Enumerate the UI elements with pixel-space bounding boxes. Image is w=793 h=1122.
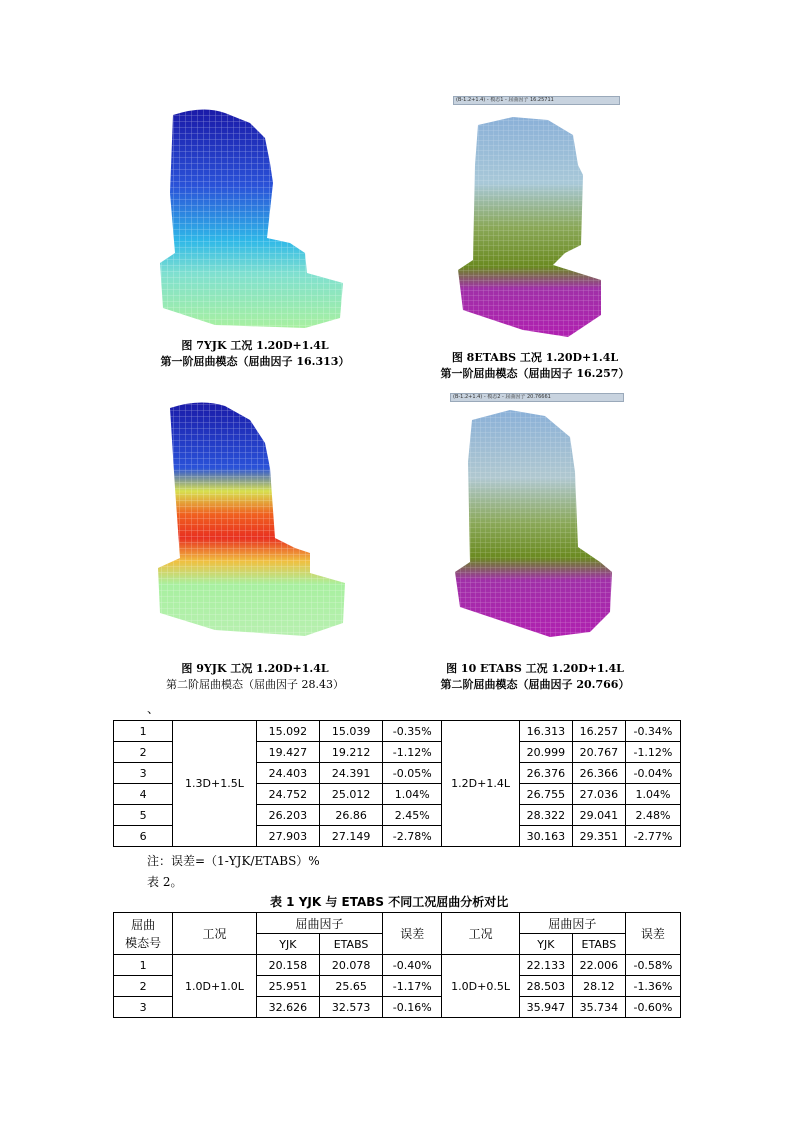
etabs-cell: 29.041 (572, 805, 625, 826)
table-note: 注：误差=（1-YJK/ETABS）% (147, 854, 320, 868)
condition-cell: 1.0D+0.5L (442, 955, 520, 1018)
yjk-cell: 32.626 (256, 997, 319, 1018)
etabs-cell: 16.257 (572, 721, 625, 742)
stray-mark: 、 (147, 702, 160, 716)
figure-10-caption (420, 660, 650, 692)
yjk-header: YJK (256, 934, 319, 955)
factor-header: 屈曲因子 (519, 913, 625, 934)
condition-header: 工况 (442, 913, 520, 955)
mode-cell: 4 (114, 784, 173, 805)
mode-cell: 2 (114, 742, 173, 763)
factor-header: 屈曲因子 (256, 913, 382, 934)
yjk-cell: 24.752 (256, 784, 319, 805)
figure-7-subcaption: 第一阶屈曲模态（屈曲因子 16.313） (160, 355, 350, 368)
error-cell: -1.12% (383, 742, 442, 763)
mode-cell: 2 (114, 976, 173, 997)
figure-8-caption (420, 349, 650, 381)
mode-cell: 1 (114, 955, 173, 976)
etabs-cell: 20.767 (572, 742, 625, 763)
yjk-cell: 20.158 (256, 955, 319, 976)
yjk-cell: 16.313 (519, 721, 572, 742)
error-cell: 2.45% (383, 805, 442, 826)
etabs-header: ETABS (319, 934, 382, 955)
yjk-cell: 19.427 (256, 742, 319, 763)
etabs-cell: 19.212 (319, 742, 382, 763)
error-cell: -0.35% (383, 721, 442, 742)
condition-cell: 1.0D+1.0L (173, 955, 257, 1018)
error-cell: -0.16% (383, 997, 442, 1018)
error-cell: -0.40% (383, 955, 442, 976)
error-cell: -0.58% (625, 955, 680, 976)
etabs-cell: 20.078 (319, 955, 382, 976)
yjk-cell: 27.903 (256, 826, 319, 847)
error-cell: -1.12% (625, 742, 680, 763)
error-header: 误差 (383, 913, 442, 955)
buckling-table-b (113, 912, 681, 1018)
yjk-header: YJK (519, 934, 572, 955)
table-row (114, 955, 681, 976)
figure-10-title-bar: (B-1.2+1.4) - 模态2 - 屈曲因子 20.76661 (450, 393, 624, 402)
mode-header-line2: 模态号 (125, 935, 162, 950)
buckling-table-a (113, 720, 681, 847)
error-header: 误差 (625, 913, 680, 955)
error-cell: -1.17% (383, 976, 442, 997)
mode-cell: 6 (114, 826, 173, 847)
yjk-cell: 25.951 (256, 976, 319, 997)
figure-8-etabs-mode1-image (453, 105, 618, 340)
figure-8-title-bar: (B-1.2+1.4) - 模态1 - 屈曲因子 16.25711 (453, 96, 620, 105)
error-cell: -1.36% (625, 976, 680, 997)
error-cell: 1.04% (383, 784, 442, 805)
error-cell: -0.60% (625, 997, 680, 1018)
etabs-cell: 24.391 (319, 763, 382, 784)
etabs-cell: 29.351 (572, 826, 625, 847)
error-cell: -2.78% (383, 826, 442, 847)
figure-10-etabs-mode2-image (450, 402, 620, 642)
etabs-cell: 25.012 (319, 784, 382, 805)
yjk-cell: 22.133 (519, 955, 572, 976)
figure-8-label: 图 8ETABS 工况 1.20D+1.4L (451, 351, 619, 364)
table-row (114, 721, 681, 742)
mode-cell: 1 (114, 721, 173, 742)
yjk-cell: 28.322 (519, 805, 572, 826)
yjk-cell: 35.947 (519, 997, 572, 1018)
figure-7-caption (140, 337, 370, 369)
figure-9-label: 图 9YJK 工况 1.20D+1.4L (181, 662, 329, 675)
etabs-cell: 15.039 (319, 721, 382, 742)
etabs-cell: 32.573 (319, 997, 382, 1018)
error-cell: 2.48% (625, 805, 680, 826)
condition-cell: 1.2D+1.4L (442, 721, 520, 847)
etabs-cell: 25.65 (319, 976, 382, 997)
yjk-cell: 26.203 (256, 805, 319, 826)
etabs-cell: 26.86 (319, 805, 382, 826)
etabs-cell: 27.036 (572, 784, 625, 805)
mode-header-line1: 屈曲 (131, 917, 156, 932)
error-cell: -0.34% (625, 721, 680, 742)
mode-cell: 5 (114, 805, 173, 826)
etabs-cell: 26.366 (572, 763, 625, 784)
figure-9-caption (140, 660, 370, 692)
yjk-cell: 15.092 (256, 721, 319, 742)
condition-header: 工况 (173, 913, 257, 955)
mode-cell: 3 (114, 997, 173, 1018)
etabs-cell: 22.006 (572, 955, 625, 976)
table-b-title: 表 1 YJK 与 ETABS 不同工况屈曲分析对比 (270, 895, 509, 909)
figure-10-subcaption: 第二阶屈曲模态（屈曲因子 20.766） (440, 678, 630, 691)
error-cell: -0.04% (625, 763, 680, 784)
condition-cell: 1.3D+1.5L (173, 721, 257, 847)
table-reference: 表 2。 (147, 875, 183, 889)
etabs-cell: 28.12 (572, 976, 625, 997)
figure-9-subcaption: 第二阶屈曲模态（屈曲因子 28.43） (166, 678, 344, 691)
yjk-cell: 26.755 (519, 784, 572, 805)
yjk-cell: 30.163 (519, 826, 572, 847)
yjk-cell: 24.403 (256, 763, 319, 784)
mode-cell: 3 (114, 763, 173, 784)
figure-8-subcaption: 第一阶屈曲模态（屈曲因子 16.257） (440, 367, 630, 380)
table-header-row (114, 913, 681, 934)
error-cell: 1.04% (625, 784, 680, 805)
etabs-header: ETABS (572, 934, 625, 955)
etabs-cell: 35.734 (572, 997, 625, 1018)
mode-header (114, 913, 173, 955)
figure-10-label: 图 10 ETABS 工况 1.20D+1.4L (446, 662, 624, 675)
etabs-cell: 27.149 (319, 826, 382, 847)
yjk-cell: 26.376 (519, 763, 572, 784)
figure-9-yjk-mode2-image (155, 398, 350, 638)
yjk-cell: 20.999 (519, 742, 572, 763)
yjk-cell: 28.503 (519, 976, 572, 997)
error-cell: -0.05% (383, 763, 442, 784)
error-cell: -2.77% (625, 826, 680, 847)
figure-7-label: 图 7YJK 工况 1.20D+1.4L (181, 339, 329, 352)
figure-7-yjk-mode1-image (155, 103, 345, 333)
